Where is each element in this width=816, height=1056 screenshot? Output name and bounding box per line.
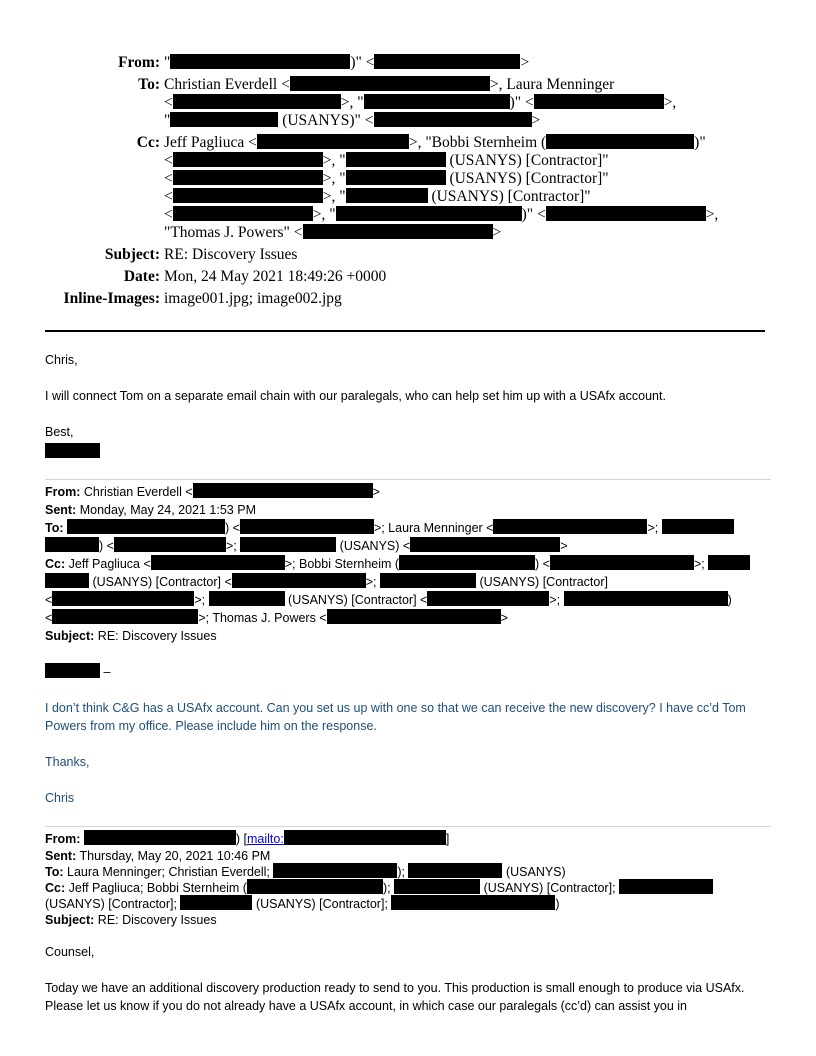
msg3-body: Today we have an additional discovery production ready to send to you. This production is small enough to produce via USAfx. Please let us know if you do not already have a USAfx account, in which case our paralegals (cc’d) can assist you in [45, 981, 745, 1013]
msg3-to-line: To: Laura Menninger; Christian Everdell; ); (USANYS) [45, 865, 566, 879]
redaction [151, 555, 285, 570]
redaction [67, 519, 225, 534]
greeting: Chris, [45, 353, 78, 367]
redaction [209, 591, 285, 606]
redaction [273, 863, 397, 878]
redaction [45, 537, 99, 552]
redaction [364, 94, 510, 109]
redaction [247, 879, 383, 894]
mailto-link[interactable]: mailto: [247, 832, 284, 846]
redaction [52, 591, 194, 606]
msg2-thanks: Thanks, [45, 755, 90, 769]
redaction [708, 555, 750, 570]
redaction [173, 170, 323, 185]
redaction [336, 206, 522, 221]
message-divider [45, 826, 771, 827]
redaction [84, 830, 236, 845]
redaction [45, 663, 100, 678]
subject-value: RE: Discovery Issues [164, 246, 298, 263]
inline-images-label: Inline-Images: [63, 290, 160, 307]
to-line-2: < >, " )" < >, [164, 94, 677, 111]
body-text: I will connect Tom on a separate email chain with our paralegals, who can help set him up with a USAfx account. [45, 389, 666, 403]
msg2-cc-line-1: Cc: Jeff Pagliuca < >; Bobbi Sternheim ( ) < >; [45, 555, 750, 573]
redaction [493, 519, 647, 534]
msg3-greeting: Counsel, [45, 945, 95, 959]
msg2-cc-line-3: < >; (USANYS) [Contractor] < >; ) [45, 593, 732, 607]
cc-line-3: < >, " (USANYS) [Contractor]" [164, 170, 609, 187]
msg3-cc-line-1: Cc: Jeff Pagliuca; Bobbi Sternheim ( ); (USANYS) [Contractor]; [45, 879, 713, 897]
redaction [662, 519, 734, 534]
redaction [45, 573, 89, 588]
msg3-subject-line: Subject: RE: Discovery Issues [45, 913, 217, 927]
redaction [240, 537, 336, 552]
from-label: From: [118, 54, 160, 71]
redaction [170, 112, 278, 127]
redaction [550, 555, 694, 570]
redaction [290, 76, 490, 91]
msg2-cc-line-4: < >; Thomas J. Powers < > [45, 611, 508, 625]
redaction [399, 555, 535, 570]
redaction [173, 94, 341, 109]
msg3-cc-line-2: (USANYS) [Contractor]; (USANYS) [Contractor]; ) [45, 897, 560, 911]
inline-images-value: image001.jpg; image002.jpg [164, 290, 342, 307]
redaction [619, 879, 713, 894]
to-label: To: [138, 76, 160, 93]
redaction [427, 591, 549, 606]
redaction [346, 170, 446, 185]
redaction [391, 895, 555, 910]
redaction [327, 609, 501, 624]
redaction [173, 188, 323, 203]
msg2-to-line-2: ) < >; (USANYS) < > [45, 537, 568, 555]
redaction [173, 206, 313, 221]
redaction [114, 537, 226, 552]
redaction [534, 94, 664, 109]
header-divider [45, 330, 765, 332]
msg2-signature: Chris [45, 791, 75, 805]
redaction [346, 188, 428, 203]
cc-line-4: < >, " (USANYS) [Contractor]" [164, 188, 591, 205]
redaction [408, 863, 502, 878]
msg2-subject-line: Subject: RE: Discovery Issues [45, 629, 217, 643]
msg2-body: I don’t think C&G has a USAfx account. Can you set us up with one so that we can receive the new discovery? I have cc’d Tom Powers from my office. Please include him on the response. [45, 701, 746, 733]
msg2-from-line: From: Christian Everdell < > [45, 485, 380, 499]
to-line-3: " (USANYS)" < > [164, 112, 541, 129]
redaction [170, 54, 350, 69]
redaction [284, 830, 446, 845]
redaction [193, 483, 373, 498]
redaction [180, 895, 252, 910]
redaction [394, 879, 480, 894]
redaction [52, 609, 198, 624]
redaction [546, 134, 694, 149]
cc-line-5: < >, " )" < >, [164, 206, 719, 223]
redaction [410, 537, 560, 552]
redaction [232, 573, 366, 588]
msg3-from-line: From: ) [mailto: ] [45, 832, 450, 846]
msg2-salutation: – [45, 663, 110, 681]
redaction [257, 134, 409, 149]
redaction [346, 152, 446, 167]
to-line-1: Christian Everdell < >, Laura Menninger [164, 76, 615, 93]
redaction [374, 54, 520, 69]
redaction [240, 519, 374, 534]
date-label: Date: [123, 268, 160, 285]
closing: Best, [45, 425, 74, 439]
redaction [303, 224, 493, 239]
signature-redaction [45, 443, 100, 461]
cc-line-1: Jeff Pagliuca < >, "Bobbi Sternheim ( )" [164, 134, 706, 151]
cc-label: Cc: [136, 134, 160, 151]
redaction [380, 573, 476, 588]
redaction [546, 206, 706, 221]
cc-line-6: "Thomas J. Powers" < > [164, 224, 502, 241]
redaction [45, 443, 100, 458]
msg3-sent-line: Sent: Thursday, May 20, 2021 10:46 PM [45, 849, 271, 863]
redaction [173, 152, 323, 167]
message-divider [45, 479, 771, 480]
from-value: " )" < > [164, 54, 530, 71]
msg2-cc-line-2: (USANYS) [Contractor] < >; (USANYS) [Contractor] [45, 573, 608, 591]
redaction [374, 112, 532, 127]
redaction [564, 591, 728, 606]
date-value: Mon, 24 May 2021 18:49:26 +0000 [164, 268, 387, 285]
cc-line-2: < >, " (USANYS) [Contractor]" [164, 152, 609, 169]
subject-label: Subject: [104, 246, 160, 263]
msg2-sent-line: Sent: Monday, May 24, 2021 1:53 PM [45, 503, 256, 517]
msg2-to-line-1: To: ) < >; Laura Menninger < >; [45, 519, 734, 537]
